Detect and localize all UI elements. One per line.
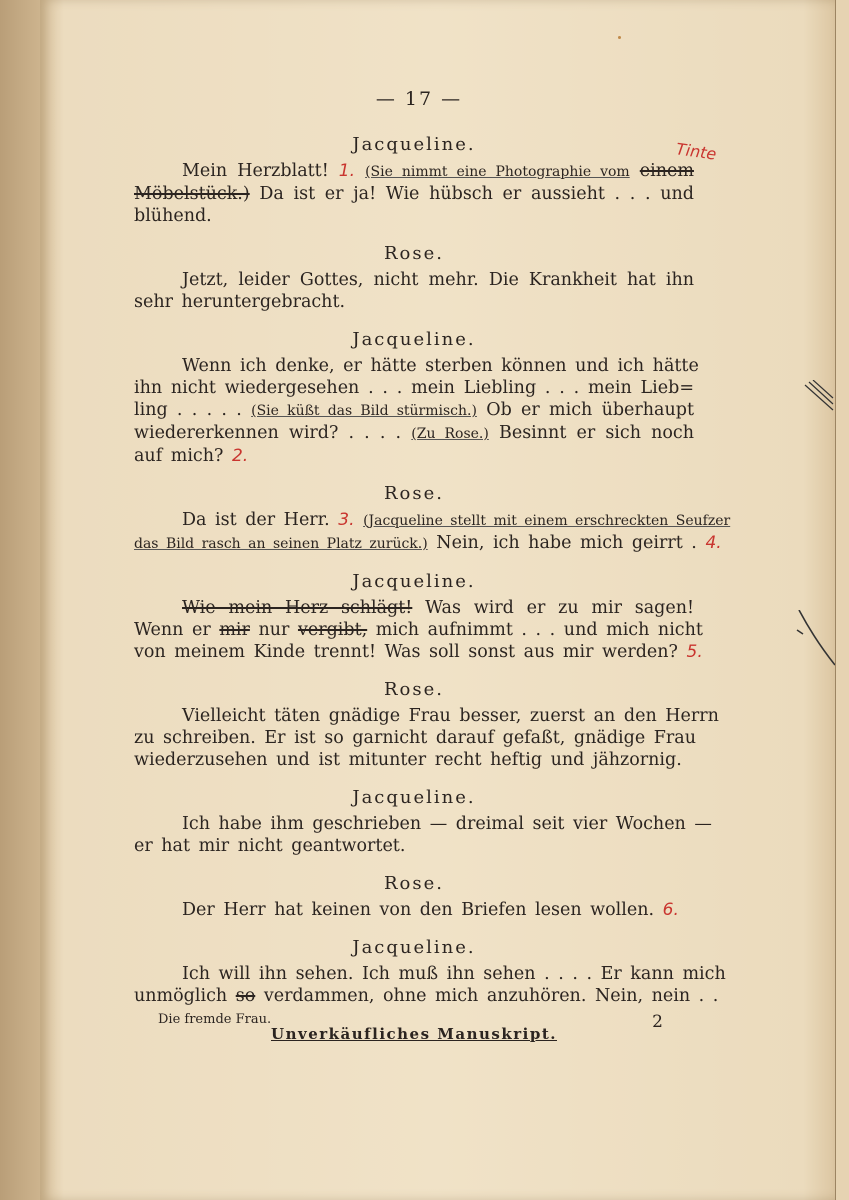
text-line [134, 377, 694, 399]
cue-mark: 2. [231, 446, 249, 466]
text-line [134, 835, 694, 857]
stage-direction: (Jacqueline stellt mit einem erschreckten Seufzer [363, 513, 731, 529]
stage-direction: das Bild rasch an seinen Platz zurück.) [134, 536, 428, 552]
text-line [134, 749, 694, 771]
line-text: auf mich? [134, 446, 224, 466]
text-line [134, 291, 694, 313]
book-gutter [0, 0, 44, 1200]
text-line [134, 705, 719, 727]
line-text: Nein, ich habe mich geirrt . [436, 533, 697, 553]
dialogue-block [134, 571, 703, 663]
line-text: von meinem Kinde trennt! Was soll sonst aus mir werden? [134, 642, 678, 662]
text-line [134, 509, 731, 532]
line-text: Wenn ich denke, er hätte sterben können und ich hätte [182, 356, 699, 376]
dialogue-block [134, 329, 699, 467]
cue-mark: 5. [686, 642, 703, 662]
cue-mark: 3. [338, 510, 355, 530]
speaker-name: Rose. [383, 679, 444, 700]
dialogue-block [134, 243, 694, 313]
dialogue-block [134, 134, 694, 227]
footer-title: Die fremde Frau. [158, 1012, 272, 1027]
line-text: Da ist der Herr. [182, 510, 330, 530]
text-line [134, 445, 694, 467]
line-text: Besinnt er sich noch [498, 423, 694, 443]
line-text: Ich habe ihm geschrieben — dreimal seit vier Wochen — [182, 814, 712, 834]
line-text: Der Herr hat keinen von den Briefen lesen wollen. [182, 900, 655, 920]
cue-mark: 6. [662, 900, 679, 920]
adjacent-page-edge [835, 0, 849, 1200]
stage-direction: (Sie nimmt eine Photographie vom [365, 164, 630, 180]
text-line [134, 813, 712, 835]
line-text: wiedererkennen wird? . . . . [134, 423, 402, 443]
line-text: ihn nicht wiedergesehen . . . mein Liebling . . . mein Lieb= [134, 378, 694, 398]
text-line [134, 160, 694, 183]
line-text: Jetzt, leider Gottes, nicht mehr. Die Krankheit hat ihn [182, 270, 694, 290]
text-line [134, 899, 694, 921]
speaker-name: Jacqueline. [352, 134, 476, 155]
line-text: mich aufnimmt . . . und mich nicht [375, 620, 703, 640]
text-line [134, 532, 722, 555]
margin-curve-icon [795, 610, 835, 670]
dialogue-block [134, 787, 712, 857]
text-line [134, 597, 694, 619]
page-number: — 17 — [375, 88, 463, 110]
line-text: Vielleicht täten gnädige Frau besser, zuerst an den Herrn [182, 706, 719, 726]
line-text: sehr heruntergebracht. [134, 292, 346, 312]
stage-direction: (Sie küßt das Bild stürmisch.) [251, 403, 477, 419]
line-text: Ob er mich überhaupt [486, 400, 694, 420]
text-line [134, 183, 694, 205]
speaker-name: Jacqueline. [352, 937, 476, 958]
dialogue-block [134, 679, 719, 771]
dialogue-block [134, 937, 726, 1007]
stage-direction: (Zu Rose.) [411, 426, 489, 442]
paper-speck [618, 36, 621, 39]
text-line [134, 355, 699, 377]
speaker-name: Jacqueline. [352, 787, 476, 808]
line-text: Mein Herzblatt! [182, 161, 329, 181]
struck-text: Möbelstück.) [134, 184, 250, 204]
page-footer [158, 1012, 663, 1032]
text-line [134, 399, 694, 422]
speaker-name: Rose. [383, 243, 444, 264]
text-line [134, 422, 694, 445]
text-line [134, 641, 703, 663]
line-text: Ich will ihn sehen. Ich muß ihn sehen . . . . Er kann mich [182, 964, 726, 984]
text-line [134, 619, 703, 641]
text-line [134, 269, 694, 291]
line-text: ling . . . . . [134, 400, 242, 420]
line-text: er hat mir nicht geantwortet. [134, 836, 406, 856]
margin-scribble-icon [795, 380, 835, 420]
dialogue-block [134, 483, 731, 555]
speaker-name: Jacqueline. [352, 329, 476, 350]
line-text: verdammen, ohne mich anzuhören. Nein, nein . . [263, 986, 719, 1006]
dialogue-block [134, 873, 694, 921]
struck-text: so [235, 986, 256, 1006]
speaker-name: Jacqueline. [352, 571, 476, 592]
line-text: Wenn er [134, 620, 211, 640]
line-text: zu schreiben. Er ist so garnicht darauf gefaßt, gnädige Frau [134, 728, 696, 748]
struck-text: Wie mein Herz schlägt! [182, 598, 413, 618]
line-text: unmöglich [134, 986, 228, 1006]
footer-signature-number: 2 [652, 1012, 663, 1032]
line-text: Da ist er ja! Wie hübsch er aussieht . . . und [259, 184, 694, 204]
cue-mark: 4. [705, 533, 722, 553]
manuscript-label: Unverkäufliches Manuskript. [271, 1025, 557, 1043]
speaker-name: Rose. [383, 483, 444, 504]
line-text: Was wird er zu mir sagen! [425, 598, 694, 618]
margin-note: Tinte [674, 139, 718, 164]
struck-text: mir [219, 620, 250, 640]
text-line [134, 963, 726, 985]
text-line [134, 985, 719, 1007]
line-text: wiederzusehen und ist mitunter recht heftig und jähzornig. [134, 750, 682, 770]
text-line [134, 727, 694, 749]
line-text: nur [258, 620, 290, 640]
struck-text: einem [639, 161, 694, 181]
speaker-name: Rose. [383, 873, 444, 894]
struck-text: vergibt, [297, 620, 368, 640]
cue-mark: 1. [338, 161, 356, 181]
line-text: blühend. [134, 206, 212, 226]
text-line [134, 205, 694, 227]
